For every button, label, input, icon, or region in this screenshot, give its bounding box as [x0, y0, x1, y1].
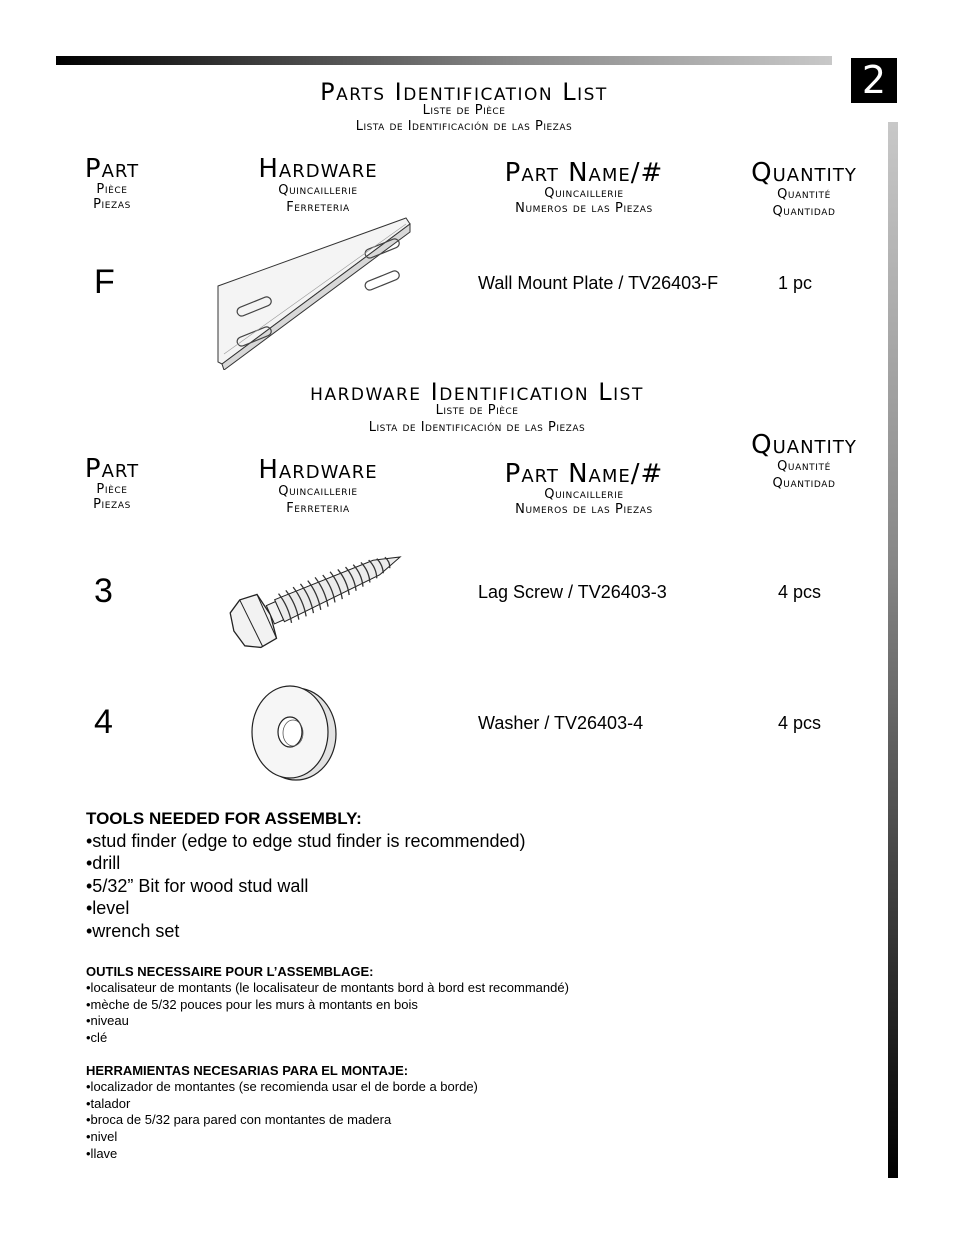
tools-item: •talador [86, 1095, 131, 1111]
column-part-fr: Pièce [96, 182, 128, 197]
column-header-part-name [464, 160, 704, 216]
tools-item: •5/32” Bit for wood stud wall [86, 875, 309, 896]
column-part-name-label: Part Name/# [504, 459, 664, 489]
column-quantity-fr: Quantité [777, 187, 831, 202]
tools-item: •nivel [86, 1129, 118, 1145]
column-part-name-fr: Quincaillerie [544, 487, 624, 502]
part-quantity: 1 pc [778, 273, 813, 293]
column-hardware-fr: Quincaillerie [278, 183, 358, 198]
hardware-id: 4 [94, 703, 113, 741]
parts-section-title: Parts Identification List [320, 78, 608, 106]
tools-item: •niveau [86, 1013, 129, 1029]
column-part-name-fr: Quincaillerie [544, 186, 624, 201]
column-header-quantity [724, 432, 884, 492]
lag-screw-icon [222, 532, 412, 656]
washer-icon [250, 680, 340, 784]
tools-item: •drill [86, 853, 121, 874]
hardware-quantity: 4 pcs [778, 582, 822, 602]
tools-item: •llave [86, 1145, 118, 1161]
column-quantity-label: Quantity [751, 430, 857, 460]
tools-item: •mèche de 5/32 pouces pour les murs à montants en bois [86, 996, 418, 1012]
part-id: F [94, 263, 115, 301]
column-header-part [62, 456, 162, 512]
tools-item: •level [86, 898, 130, 919]
column-hardware-es: Ferreteria [286, 200, 350, 215]
column-header-part [62, 156, 162, 212]
tools-title-en: TOOLS NEEDED FOR ASSEMBLY: [86, 809, 362, 828]
column-hardware-label: Hardware [258, 455, 378, 485]
column-quantity-es: Quantidad [772, 476, 836, 491]
hardware-id: 3 [94, 572, 113, 610]
tools-list-fr [86, 963, 569, 1047]
column-part-name-es: Numeros de las Piezas [515, 201, 653, 216]
tools-item: •wrench set [86, 920, 180, 941]
hardware-section-header [238, 380, 716, 418]
column-quantity-label: Quantity [751, 158, 857, 188]
column-part-name-label: Part Name/# [504, 158, 664, 188]
side-gradient-bar [888, 122, 898, 1178]
column-part-name-es: Numeros de las Piezas [515, 502, 653, 517]
part-name: Wall Mount Plate / TV26403-F [478, 273, 719, 293]
column-header-hardware [218, 156, 418, 216]
column-part-label: Part [84, 454, 140, 484]
tools-item: •clé [86, 1030, 108, 1046]
column-part-es: Piezas [93, 497, 131, 512]
column-hardware-label: Hardware [258, 154, 378, 184]
hardware-name: Washer / TV26403-4 [478, 713, 644, 733]
parts-section-subtitle-es: Lista de Identificación de las Piezas [355, 119, 573, 134]
hardware-name: Lag Screw / TV26403-3 [478, 582, 667, 602]
tools-item: •localizador de montantes (se recomienda usar el de borde a borde) [86, 1079, 478, 1094]
column-header-quantity [724, 160, 884, 220]
hardware-section-subtitle-es: Lista de Identificación de las Piezas [368, 420, 586, 435]
column-quantity-es: Quantidad [772, 204, 836, 219]
column-quantity-fr: Quantité [777, 459, 831, 474]
tools-list-es [86, 1062, 478, 1163]
page-number: 2 [851, 58, 897, 103]
column-header-hardware [218, 457, 418, 517]
parts-section-header [262, 80, 666, 118]
tools-item: •localisateur de montants (le localisateur de montants bord à bord est recommandé) [86, 980, 569, 995]
column-header-part-name [464, 461, 704, 517]
wall-mount-plate-icon [214, 214, 412, 370]
column-hardware-fr: Quincaillerie [278, 484, 358, 499]
column-part-label: Part [84, 154, 140, 184]
hardware-quantity: 4 pcs [778, 713, 822, 733]
column-part-fr: Pièce [96, 482, 128, 497]
parts-section-subtitle-fr: Liste de Pièce [422, 103, 506, 118]
tools-list-en [86, 808, 526, 942]
tools-title-es: HERRAMIENTAS NECESARIAS PARA EL MONTAJE: [86, 1063, 409, 1078]
tools-title-fr: OUTILS NECESSAIRE POUR L’ASSEMBLAGE: [86, 964, 374, 979]
column-part-es: Piezas [93, 197, 131, 212]
tools-item: •broca de 5/32 para pared con montantes de madera [86, 1112, 392, 1128]
column-hardware-es: Ferreteria [286, 501, 350, 516]
header-gradient-bar [56, 56, 832, 65]
hardware-section-title: hardware Identification List [310, 378, 644, 406]
hardware-section-subtitle-fr: Liste de Pièce [435, 403, 519, 418]
tools-item: •stud finder (edge to edge stud finder is recommended) [86, 831, 526, 851]
